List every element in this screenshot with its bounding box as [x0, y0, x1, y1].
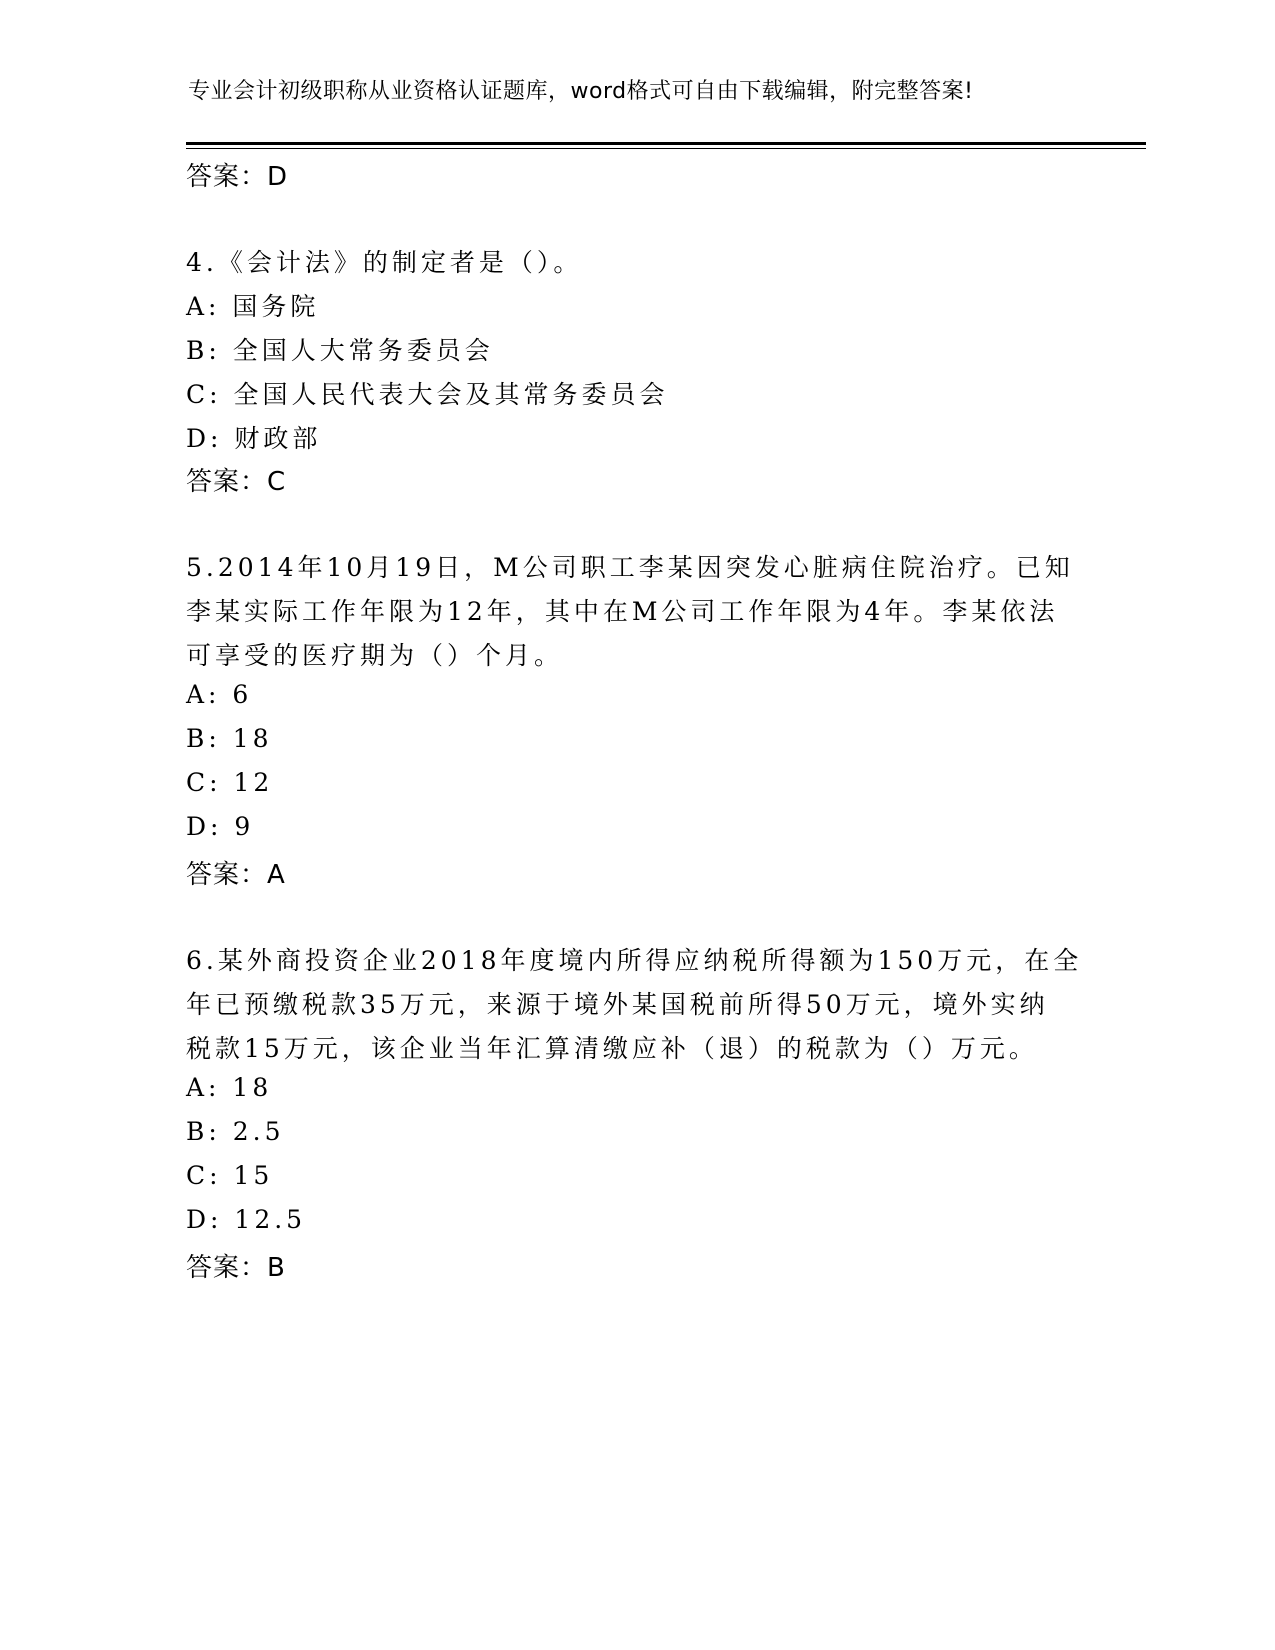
question-6-answer: 答案：B — [186, 1253, 286, 1283]
question-6-stem-line-1: 6.某外商投资企业2018年度境内所得应纳税所得额为150万元，在全 — [186, 946, 1083, 975]
question-6-stem-line-2: 年已预缴税款35万元，来源于境外某国税前所得50万元，境外实纳 — [186, 990, 1049, 1019]
question-6-stem-line-3: 税款15万元，该企业当年汇算清缴应补（退）的税款为（）万元。 — [186, 1034, 1038, 1063]
question-4-option-c: C: 全国人民代表大会及其常务委员会 — [186, 380, 669, 409]
header-divider — [186, 142, 1146, 149]
question-6-option-d: D: 12.5 — [186, 1205, 307, 1234]
page-header: 专业会计初级职称从业资格认证题库，word格式可自由下载编辑，附完整答案! — [188, 79, 974, 104]
question-5-option-b: B: 18 — [186, 724, 273, 753]
question-5-stem-line-2: 李某实际工作年限为12年，其中在M公司工作年限为4年。李某依法 — [186, 597, 1059, 626]
question-5-option-c: C: 12 — [186, 768, 274, 797]
question-5-stem-line-3: 可享受的医疗期为（）个月。 — [186, 641, 564, 670]
question-5-answer: 答案：A — [186, 860, 286, 890]
question-5-option-a: A: 6 — [186, 680, 253, 709]
question-4-option-b: B: 全国人大常务委员会 — [186, 336, 494, 365]
question-5-option-d: D: 9 — [186, 812, 255, 841]
question-6-option-a: A: 18 — [186, 1073, 273, 1102]
question-6-option-c: C: 15 — [186, 1161, 274, 1190]
question-4-stem: 4.《会计法》的制定者是（）。 — [186, 248, 583, 277]
question-4-answer: 答案：C — [186, 467, 287, 497]
question-4-option-a: A: 国务院 — [186, 292, 320, 321]
previous-answer: 答案：D — [186, 162, 289, 192]
question-6-option-b: B: 2.5 — [186, 1117, 285, 1146]
question-4-option-d: D: 财政部 — [186, 424, 322, 453]
question-5-stem-line-1: 5.2014年10月19日，M公司职工李某因突发心脏病住院治疗。已知 — [186, 553, 1074, 582]
